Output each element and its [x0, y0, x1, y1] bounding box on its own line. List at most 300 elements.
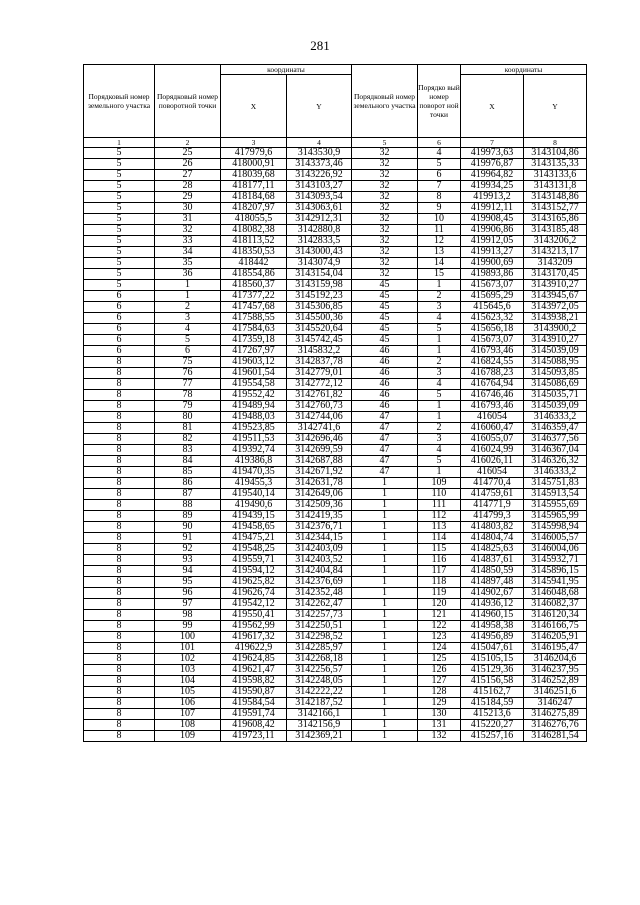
- cell-point-right: 116: [418, 555, 461, 566]
- table-row: [84, 731, 587, 742]
- cell-plot: 8: [84, 368, 155, 379]
- cell-plot: 8: [84, 566, 155, 577]
- cell-plot-right: 32: [352, 203, 418, 214]
- cell-point: 1: [155, 291, 221, 302]
- cell-plot: 8: [84, 599, 155, 610]
- cell-plot-right: 1: [352, 709, 418, 720]
- cell-point-right: 15: [418, 269, 461, 280]
- cell-plot-right: 1: [352, 544, 418, 555]
- table-row: [84, 632, 587, 643]
- table-row: [84, 687, 587, 698]
- cell-x-right: 415257,16: [461, 731, 524, 742]
- cell-y-right: 3143152,77: [524, 203, 587, 214]
- cell-point: 98: [155, 610, 221, 621]
- cell-x-right: 415645,6: [461, 302, 524, 313]
- cell-y: 3142687,88: [287, 456, 352, 467]
- cell-plot: 8: [84, 610, 155, 621]
- cell-point: 94: [155, 566, 221, 577]
- table-row: [84, 236, 587, 247]
- column-number-row: [84, 138, 587, 148]
- table-row: [84, 445, 587, 456]
- cell-x-right: 416024,99: [461, 445, 524, 456]
- cell-plot-right: 46: [352, 368, 418, 379]
- cell-y: 3142631,78: [287, 478, 352, 489]
- cell-plot-right: 32: [352, 269, 418, 280]
- cell-x: 419591,74: [221, 709, 287, 720]
- cell-point-right: 8: [418, 192, 461, 203]
- cell-y-right: 3145751,83: [524, 478, 587, 489]
- cell-x-right: 414771,9: [461, 500, 524, 511]
- cell-x-right: 419906,86: [461, 225, 524, 236]
- header-y-left: Y: [287, 75, 352, 138]
- cell-y-right: 3146204,6: [524, 654, 587, 665]
- cell-x: 419475,21: [221, 533, 287, 544]
- cell-plot-right: 32: [352, 192, 418, 203]
- cell-x: 419626,74: [221, 588, 287, 599]
- cell-point: 102: [155, 654, 221, 665]
- cell-point: 30: [155, 203, 221, 214]
- cell-plot-right: 1: [352, 489, 418, 500]
- table-row: [84, 313, 587, 324]
- table-row: [84, 280, 587, 291]
- cell-x: 417457,68: [221, 302, 287, 313]
- cell-plot: 5: [84, 159, 155, 170]
- table-row: [84, 368, 587, 379]
- cell-plot-right: 1: [352, 478, 418, 489]
- cell-y-right: 3145093,85: [524, 368, 587, 379]
- cell-x: 418560,37: [221, 280, 287, 291]
- table-row: [84, 467, 587, 478]
- cell-plot-right: 1: [352, 654, 418, 665]
- table-row: [84, 159, 587, 170]
- cell-point: 99: [155, 621, 221, 632]
- column-number: 8: [524, 138, 587, 148]
- cell-point: 109: [155, 731, 221, 742]
- cell-x-right: 414803,82: [461, 522, 524, 533]
- cell-y-right: 3146333,2: [524, 412, 587, 423]
- cell-plot-right: 1: [352, 511, 418, 522]
- cell-plot: 8: [84, 665, 155, 676]
- cell-point: 88: [155, 500, 221, 511]
- cell-x-right: 414850,59: [461, 566, 524, 577]
- cell-point-right: 128: [418, 687, 461, 698]
- table-row: [84, 654, 587, 665]
- table-row: [84, 621, 587, 632]
- cell-plot: 6: [84, 335, 155, 346]
- table-row: [84, 170, 587, 181]
- cell-x: 419584,54: [221, 698, 287, 709]
- cell-x-right: 415047,61: [461, 643, 524, 654]
- cell-plot-right: 1: [352, 731, 418, 742]
- cell-point: 87: [155, 489, 221, 500]
- cell-y-right: 3146326,32: [524, 456, 587, 467]
- cell-y: 3143159,98: [287, 280, 352, 291]
- cell-y: 3143154,04: [287, 269, 352, 280]
- cell-point: 34: [155, 247, 221, 258]
- cell-x-right: 419908,45: [461, 214, 524, 225]
- table-row: [84, 456, 587, 467]
- cell-point-right: 114: [418, 533, 461, 544]
- cell-x-right: 414825,63: [461, 544, 524, 555]
- cell-plot: 8: [84, 643, 155, 654]
- cell-point: 85: [155, 467, 221, 478]
- cell-point-right: 121: [418, 610, 461, 621]
- cell-x-right: 419913,2: [461, 192, 524, 203]
- cell-x-right: 416793,46: [461, 401, 524, 412]
- cell-x: 419624,85: [221, 654, 287, 665]
- cell-x-right: 414897,48: [461, 577, 524, 588]
- cell-x: 417588,55: [221, 313, 287, 324]
- cell-plot-right: 46: [352, 401, 418, 412]
- cell-plot: 8: [84, 632, 155, 643]
- cell-point: 82: [155, 434, 221, 445]
- table-row: [84, 643, 587, 654]
- cell-x: 417267,97: [221, 346, 287, 357]
- cell-x: 418442: [221, 258, 287, 269]
- cell-y-right: 3145035,71: [524, 390, 587, 401]
- cell-y-right: 3146237,95: [524, 665, 587, 676]
- table-row: [84, 401, 587, 412]
- cell-point-right: 5: [418, 390, 461, 401]
- table-row: [84, 533, 587, 544]
- cell-y: 3142298,52: [287, 632, 352, 643]
- cell-plot-right: 47: [352, 467, 418, 478]
- cell-point-right: 125: [418, 654, 461, 665]
- header-point-number: Порядковый номер поворотной точки: [155, 65, 221, 138]
- cell-plot: 8: [84, 467, 155, 478]
- cell-y-right: 3145913,54: [524, 489, 587, 500]
- cell-plot: 5: [84, 258, 155, 269]
- cell-plot: 5: [84, 181, 155, 192]
- cell-plot-right: 46: [352, 357, 418, 368]
- cell-y-right: 3145039,09: [524, 346, 587, 357]
- cell-plot-right: 32: [352, 236, 418, 247]
- cell-point-right: 111: [418, 500, 461, 511]
- cell-plot-right: 46: [352, 390, 418, 401]
- cell-point-right: 4: [418, 445, 461, 456]
- cell-y-right: 3145088,95: [524, 357, 587, 368]
- cell-x: 419455,3: [221, 478, 287, 489]
- cell-y-right: 3146252,89: [524, 676, 587, 687]
- column-number: 4: [287, 138, 352, 148]
- cell-point-right: 3: [418, 434, 461, 445]
- table-row: [84, 720, 587, 731]
- column-number: 5: [352, 138, 418, 148]
- cell-x: 419386,8: [221, 456, 287, 467]
- cell-y: 3145520,64: [287, 324, 352, 335]
- cell-point: 106: [155, 698, 221, 709]
- cell-x: 419458,65: [221, 522, 287, 533]
- cell-plot: 8: [84, 500, 155, 511]
- cell-y: 3142256,57: [287, 665, 352, 676]
- cell-y: 3142262,47: [287, 599, 352, 610]
- cell-x-right: 414960,15: [461, 610, 524, 621]
- cell-y-right: 3146120,34: [524, 610, 587, 621]
- cell-plot: 5: [84, 148, 155, 159]
- cell-y: 3145832,2: [287, 346, 352, 357]
- cell-plot: 8: [84, 621, 155, 632]
- cell-x-right: 414902,67: [461, 588, 524, 599]
- cell-point-right: 7: [418, 181, 461, 192]
- cell-x: 419554,58: [221, 379, 287, 390]
- cell-point: 84: [155, 456, 221, 467]
- cell-y-right: 3143910,27: [524, 280, 587, 291]
- table-body: [84, 148, 587, 742]
- cell-plot: 6: [84, 302, 155, 313]
- cell-x-right: 415162,7: [461, 687, 524, 698]
- cell-y: 3142268,18: [287, 654, 352, 665]
- cell-plot: 5: [84, 192, 155, 203]
- table-row: [84, 291, 587, 302]
- cell-plot-right: 45: [352, 291, 418, 302]
- cell-plot-right: 1: [352, 533, 418, 544]
- cell-x: 418207,97: [221, 203, 287, 214]
- table-row: [84, 698, 587, 709]
- cell-y: 3142404,84: [287, 566, 352, 577]
- cell-plot-right: 1: [352, 676, 418, 687]
- cell-plot-right: 1: [352, 643, 418, 654]
- cell-x-right: 416026,11: [461, 456, 524, 467]
- cell-plot: 8: [84, 401, 155, 412]
- cell-y-right: 3143170,45: [524, 269, 587, 280]
- cell-y: 3142376,71: [287, 522, 352, 533]
- cell-y-right: 3145965,99: [524, 511, 587, 522]
- cell-x-right: 415213,6: [461, 709, 524, 720]
- cell-point-right: 118: [418, 577, 461, 588]
- cell-x-right: 414958,38: [461, 621, 524, 632]
- cell-x: 419603,12: [221, 357, 287, 368]
- cell-y: 3142376,69: [287, 577, 352, 588]
- cell-y-right: 3146275,89: [524, 709, 587, 720]
- cell-plot-right: 32: [352, 225, 418, 236]
- cell-point-right: 115: [418, 544, 461, 555]
- cell-plot: 8: [84, 522, 155, 533]
- cell-point-right: 2: [418, 291, 461, 302]
- cell-y: 3142671,92: [287, 467, 352, 478]
- cell-point: 108: [155, 720, 221, 731]
- cell-point: 91: [155, 533, 221, 544]
- cell-point-right: 127: [418, 676, 461, 687]
- cell-y-right: 3146048,68: [524, 588, 587, 599]
- cell-y: 3142772,12: [287, 379, 352, 390]
- cell-plot: 8: [84, 533, 155, 544]
- cell-plot-right: 1: [352, 665, 418, 676]
- cell-y: 3142344,15: [287, 533, 352, 544]
- cell-y-right: 3143104,86: [524, 148, 587, 159]
- cell-y: 3142248,05: [287, 676, 352, 687]
- cell-y: 3142403,09: [287, 544, 352, 555]
- cell-plot-right: 45: [352, 313, 418, 324]
- cell-x-right: 415105,15: [461, 654, 524, 665]
- cell-x-right: 414799,3: [461, 511, 524, 522]
- cell-point-right: 119: [418, 588, 461, 599]
- cell-y: 3142649,06: [287, 489, 352, 500]
- cell-point-right: 9: [418, 203, 461, 214]
- cell-point: 25: [155, 148, 221, 159]
- cell-y-right: 3143133,6: [524, 170, 587, 181]
- cell-y: 3145742,45: [287, 335, 352, 346]
- cell-x-right: 419912,11: [461, 203, 524, 214]
- cell-x: 418055,5: [221, 214, 287, 225]
- table-row: [84, 203, 587, 214]
- cell-point-right: 5: [418, 456, 461, 467]
- cell-point: 95: [155, 577, 221, 588]
- cell-y: 3142285,97: [287, 643, 352, 654]
- cell-y: 3142779,01: [287, 368, 352, 379]
- cell-y: 3143226,92: [287, 170, 352, 181]
- cell-y-right: 3143135,33: [524, 159, 587, 170]
- cell-x-right: 415129,36: [461, 665, 524, 676]
- cell-plot: 8: [84, 357, 155, 368]
- cell-y: 3142250,51: [287, 621, 352, 632]
- cell-x: 417377,22: [221, 291, 287, 302]
- cell-plot-right: 32: [352, 148, 418, 159]
- cell-plot: 5: [84, 170, 155, 181]
- cell-x: 419622,9: [221, 643, 287, 654]
- cell-y: 3142166,1: [287, 709, 352, 720]
- cell-y: 3142403,52: [287, 555, 352, 566]
- cell-x-right: 414956,89: [461, 632, 524, 643]
- cell-x: 419723,11: [221, 731, 287, 742]
- cell-y: 3142761,82: [287, 390, 352, 401]
- cell-point-right: 110: [418, 489, 461, 500]
- cell-point-right: 1: [418, 401, 461, 412]
- cell-x-right: 416824,55: [461, 357, 524, 368]
- cell-plot-right: 45: [352, 302, 418, 313]
- cell-x: 419542,12: [221, 599, 287, 610]
- cell-plot-right: 32: [352, 159, 418, 170]
- cell-x-right: 415673,07: [461, 280, 524, 291]
- table-row: [84, 434, 587, 445]
- cell-point-right: 1: [418, 412, 461, 423]
- cell-x: 419490,6: [221, 500, 287, 511]
- cell-x: 419511,53: [221, 434, 287, 445]
- cell-y: 3145500,36: [287, 313, 352, 324]
- cell-point-right: 126: [418, 665, 461, 676]
- table-row: [84, 335, 587, 346]
- cell-point-right: 131: [418, 720, 461, 731]
- cell-y-right: 3146251,6: [524, 687, 587, 698]
- cell-point: 97: [155, 599, 221, 610]
- cell-point: 35: [155, 258, 221, 269]
- cell-point-right: 5: [418, 159, 461, 170]
- cell-plot-right: 47: [352, 456, 418, 467]
- cell-y-right: 3146377,56: [524, 434, 587, 445]
- coordinates-table: [83, 64, 587, 742]
- cell-y-right: 3143165,86: [524, 214, 587, 225]
- table-row: [84, 478, 587, 489]
- cell-plot-right: 1: [352, 632, 418, 643]
- cell-plot-right: 1: [352, 610, 418, 621]
- cell-y-right: 3146082,37: [524, 599, 587, 610]
- cell-y-right: 3146005,57: [524, 533, 587, 544]
- cell-x-right: 416764,94: [461, 379, 524, 390]
- cell-point-right: 2: [418, 357, 461, 368]
- cell-y: 3143373,46: [287, 159, 352, 170]
- column-number: 2: [155, 138, 221, 148]
- table-row: [84, 412, 587, 423]
- cell-point-right: 14: [418, 258, 461, 269]
- cell-x-right: 414770,4: [461, 478, 524, 489]
- table-row: [84, 555, 587, 566]
- cell-point-right: 122: [418, 621, 461, 632]
- cell-y-right: 3146333,2: [524, 467, 587, 478]
- table-row: [84, 148, 587, 159]
- cell-x-right: 419893,86: [461, 269, 524, 280]
- cell-plot: 8: [84, 423, 155, 434]
- cell-x-right: 416060,47: [461, 423, 524, 434]
- cell-point-right: 124: [418, 643, 461, 654]
- cell-x-right: 415656,18: [461, 324, 524, 335]
- cell-plot-right: 45: [352, 280, 418, 291]
- header-point-number-right: Порядко вый номер поворот ной точки: [418, 65, 461, 138]
- cell-point: 100: [155, 632, 221, 643]
- cell-plot-right: 47: [352, 423, 418, 434]
- cell-x-right: 415156,58: [461, 676, 524, 687]
- cell-point: 27: [155, 170, 221, 181]
- cell-point-right: 1: [418, 346, 461, 357]
- cell-point: 101: [155, 643, 221, 654]
- cell-plot-right: 1: [352, 577, 418, 588]
- cell-point: 93: [155, 555, 221, 566]
- cell-x: 419594,12: [221, 566, 287, 577]
- table-row: [84, 544, 587, 555]
- cell-plot-right: 45: [352, 324, 418, 335]
- cell-plot: 8: [84, 511, 155, 522]
- cell-plot-right: 32: [352, 170, 418, 181]
- header-coords-right: координаты: [461, 65, 587, 75]
- cell-x-right: 415695,29: [461, 291, 524, 302]
- table-row: [84, 588, 587, 599]
- cell-point: 86: [155, 478, 221, 489]
- cell-point-right: 12: [418, 236, 461, 247]
- cell-y-right: 3146367,04: [524, 445, 587, 456]
- cell-y-right: 3146004,06: [524, 544, 587, 555]
- cell-x: 418082,38: [221, 225, 287, 236]
- cell-point: 36: [155, 269, 221, 280]
- cell-y: 3145192,23: [287, 291, 352, 302]
- cell-y-right: 3146359,47: [524, 423, 587, 434]
- cell-x: 418113,52: [221, 236, 287, 247]
- cell-point-right: 132: [418, 731, 461, 742]
- cell-x-right: 416793,46: [461, 346, 524, 357]
- cell-y-right: 3143148,86: [524, 192, 587, 203]
- cell-x-right: 419976,87: [461, 159, 524, 170]
- cell-point: 103: [155, 665, 221, 676]
- cell-x: 419552,42: [221, 390, 287, 401]
- cell-y: 3142187,52: [287, 698, 352, 709]
- cell-plot: 6: [84, 324, 155, 335]
- cell-plot: 8: [84, 588, 155, 599]
- cell-point-right: 13: [418, 247, 461, 258]
- table-row: [84, 346, 587, 357]
- cell-x-right: 415220,27: [461, 720, 524, 731]
- table-row: [84, 390, 587, 401]
- cell-point: 104: [155, 676, 221, 687]
- cell-x-right: 419934,25: [461, 181, 524, 192]
- table-row: [84, 192, 587, 203]
- cell-plot: 8: [84, 654, 155, 665]
- header-y-right: Y: [524, 75, 587, 138]
- cell-plot-right: 1: [352, 500, 418, 511]
- cell-point: 80: [155, 412, 221, 423]
- cell-plot-right: 47: [352, 445, 418, 456]
- cell-point: 96: [155, 588, 221, 599]
- table-row: [84, 577, 587, 588]
- table-row: [84, 258, 587, 269]
- cell-point: 77: [155, 379, 221, 390]
- column-number: 6: [418, 138, 461, 148]
